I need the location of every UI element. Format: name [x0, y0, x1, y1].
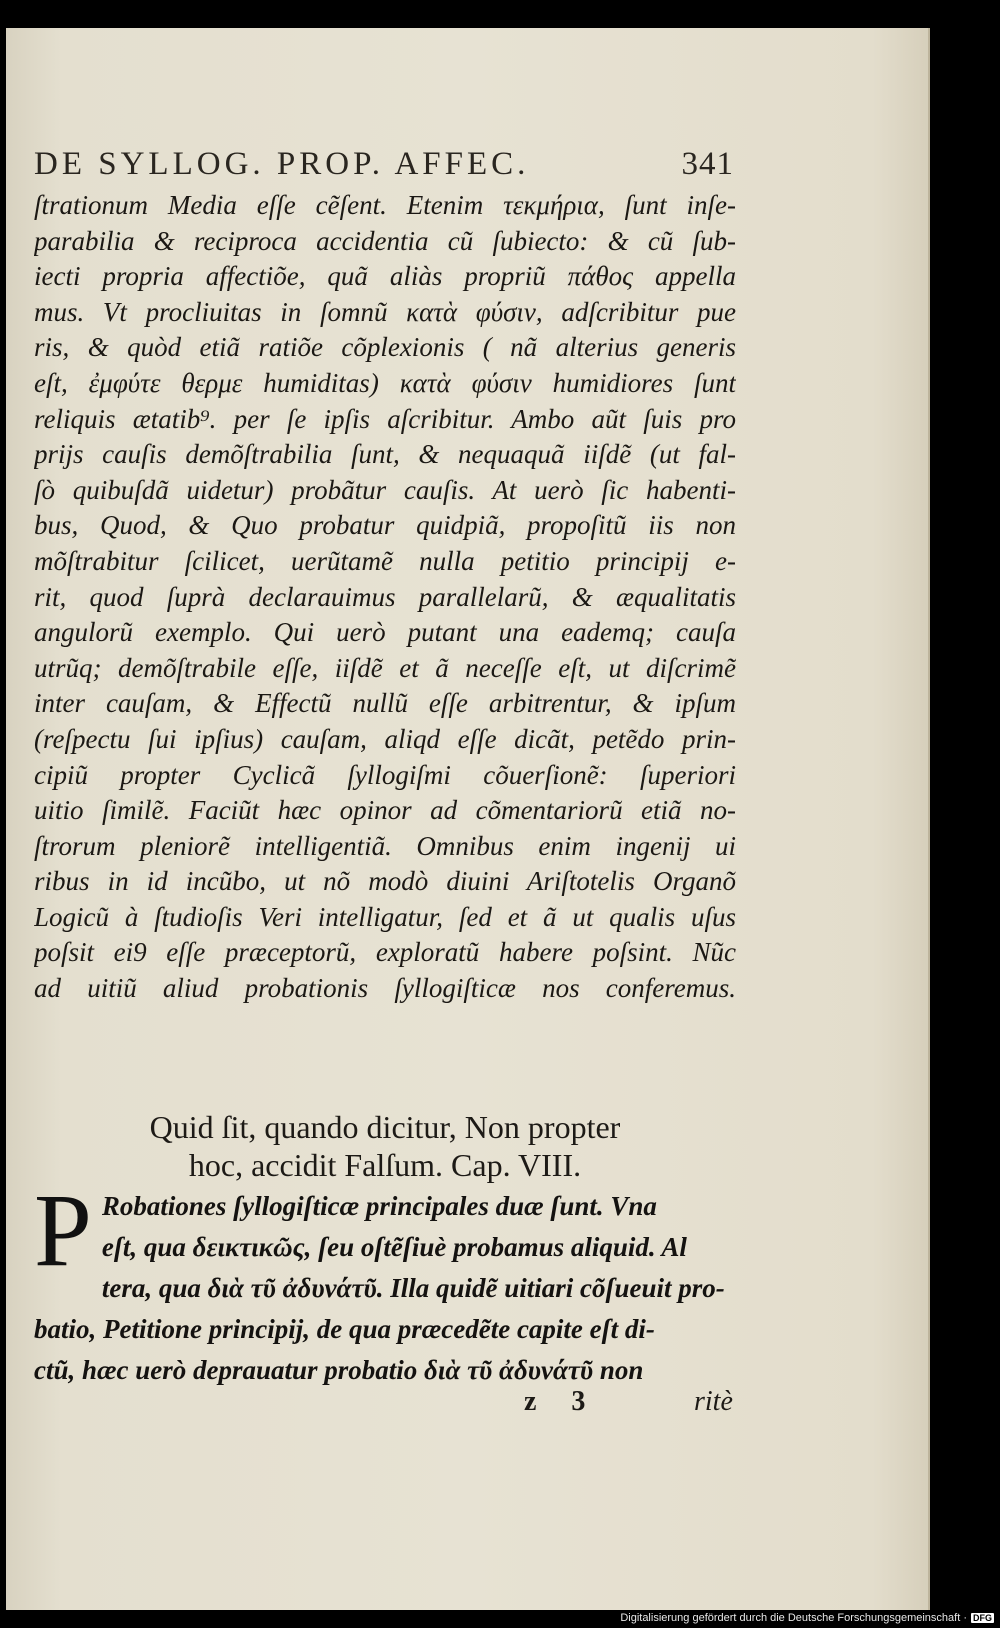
body-line: utrũq; demõſtrabile eſſe, iiſdẽ et ã neceſſe eſt, ut diſcrimẽ	[34, 652, 736, 683]
dfg-logo-icon: DFG	[973, 1613, 992, 1623]
body-line: uitio ſimilẽ. Faciũt hæc opinor ad cõmentariorũ etiã no-	[34, 795, 736, 826]
body-line: mõſtrabitur ſcilicet, uerũtamẽ nulla petitio principij e-	[34, 545, 736, 576]
body-line: iecti propria affectiõe, quã aliàs propriũ πάθος appella	[34, 261, 736, 292]
chapter-line: ctũ, hæc uerò deprauatur probatio διὰ τῦ ἀδυνάτῦ non	[34, 1355, 644, 1385]
body-line: angulorũ exemplo. Qui uerò putant una eademq; cauſa	[34, 617, 736, 648]
running-head	[34, 146, 734, 183]
signature-mark: z 3	[524, 1386, 600, 1417]
body-line: ad uitiũ aliud probationis ſyllogiſticæ nos conferemus.	[34, 973, 736, 1004]
body-line: parabilia & reciproca accidentia cũ ſubiecto: & cũ ſub-	[34, 225, 736, 256]
digitization-credit	[620, 1612, 994, 1624]
chapter-heading-line: Quid ſit, quando dicitur, Non propter	[149, 1109, 621, 1145]
running-head-title: DE SYLLOG. PROP. AFFEC.	[34, 146, 530, 182]
chapter-line: eſt, qua δεικτικῶς, ſeu oſtẽſiuè probamus aliquid. Al	[101, 1232, 687, 1262]
book-page	[6, 28, 930, 1610]
body-line: ſtrorum pleniorẽ intelligentiã. Omnibus enim ingenij ui	[34, 830, 736, 861]
chapter-heading	[34, 1108, 736, 1184]
credit-text: Digitalisierung gefördert durch die Deutsche Forschungsgemeinschaft ·	[620, 1612, 967, 1624]
body-line: cipiũ propter Cyclicã ſyllogiſmi cõuerſionẽ: ſuperiori	[34, 759, 736, 790]
body-line: ſtrationum Media eſſe cẽſent. Etenim τεκμήρια, ſunt inſe-	[34, 190, 736, 220]
body-line: (reſpectu ſui ipſius) cauſam, aliqd eſſe dicãt, petẽdo prin-	[34, 723, 736, 754]
drop-cap-initial: P	[34, 1173, 92, 1288]
body-text	[34, 188, 736, 1007]
body-line: mus. Vt procliuitas in ſomnũ κατὰ φύσιν, adſcribitur pue	[34, 296, 736, 327]
page-number: 341	[681, 146, 734, 182]
body-line: inter cauſam, & Effectũ nullũ eſſe arbitrentur, & ipſum	[34, 688, 736, 719]
body-line: ſò quibuſdã uidetur) probãtur cauſis. At uerò ſic habenti-	[34, 474, 736, 505]
chapter-line: tera, qua διὰ τῦ ἀδυνάτῦ. Illa quidẽ uitiari cõſueuit pro-	[101, 1273, 725, 1303]
body-line: poſsit ei9 eſſe præceptorũ, exploratũ habere poſsint. Nũc	[34, 937, 736, 968]
body-line: reliquis ætatib⁹. per ſe ipſis aſcribitur. Ambo aũt ſuis pro	[34, 403, 736, 434]
chapter-line: Robationes ſyllogiſticæ principales duæ ſunt. Vna	[101, 1191, 657, 1221]
body-line: rit, quod ſuprà declarauimus parallelarũ, & æqualitatis	[34, 581, 736, 612]
chapter-line: batio, Petitione principij, de qua præcedẽte capite eſt di-	[34, 1314, 655, 1344]
chapter-body	[34, 1173, 736, 1391]
body-line: bus, Quod, & Quo probatur quidpiã, propoſitũ iis non	[34, 510, 736, 541]
body-line: eſt, ἐμφύτε θερμε humiditas) κατὰ φύσιν humidiores ſunt	[34, 367, 736, 398]
body-line: prijs cauſis demõſtrabilia ſunt, & nequaquã iiſdẽ (ut fal-	[34, 439, 736, 470]
chapter-heading-line: hoc, accidit Falſum. Cap. VIII.	[188, 1147, 582, 1183]
catchword: ritè	[694, 1386, 733, 1417]
body-line: Logicũ à ſtudioſis Veri intelligatur, ſed et ã ut qualis uſus	[34, 901, 736, 932]
body-line: ris, & quòd etiã ratiõe cõplexionis ( nã alterius generis	[34, 332, 736, 363]
body-line: ribus in id incũbo, ut nõ modò diuini Ariſtotelis Organõ	[34, 866, 736, 897]
